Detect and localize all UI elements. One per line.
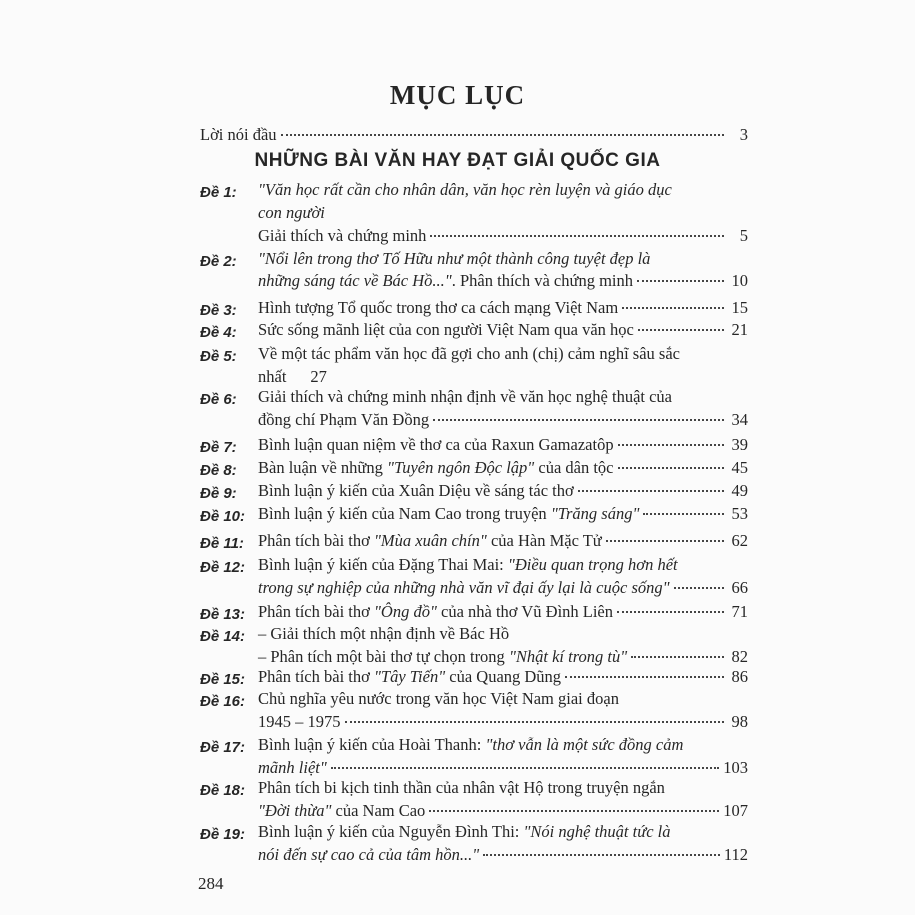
entry-13-page: 71 [731,602,748,621]
entry-6-text: Giải thích và chứng minh nhận định về văn học nghệ thuật của [258,387,672,406]
entry-19-text-a: Bình luận ý kiến của Nguyễn Đình Thi: [258,822,524,841]
entry-13-text-a: Phân tích bài thơ [258,602,374,621]
entry-12-line-1 [258,555,678,577]
entry-11-text-c: của Hàn Mặc Tử [486,531,602,550]
leader-dots [433,419,724,421]
entry-5-line-1 [258,344,680,366]
entry-7-page: 39 [731,435,748,454]
entry-18-line-2 [258,801,748,823]
entry-14-line-2 [258,647,748,669]
entry-12-text-b: "Điều quan trọng hơn hết [507,555,678,574]
entry-8-text-a: Bàn luận về những [258,458,388,477]
entry-17-text-b: "thơ vẫn là một sức đồng cảm [485,735,684,754]
entry-16-text: Chủ nghĩa yêu nước trong văn học Việt Nam giai đoạn [258,689,619,708]
leader-dots [565,676,724,678]
entry-16-text-2: 1945 – 1975 [258,712,341,731]
leader-dots [578,490,724,492]
entry-label-5: Đề 5: [200,348,237,365]
entry-1-page: 5 [739,226,748,245]
leader-dots [617,611,724,613]
preface-line [200,125,748,147]
leader-dots [606,540,724,542]
preface-text: Lời nói đầu [200,125,277,144]
leader-dots [429,810,719,812]
entry-17-line-2 [258,758,748,780]
entry-13-text-b: "Ông đồ" [373,602,437,621]
leader-dots [637,280,724,282]
entry-label-14: Đề 14: [200,628,246,645]
entry-8-page: 45 [731,458,748,477]
entry-label-17: Đề 17: [200,739,246,756]
entry-16-line-2 [258,712,748,734]
entry-label-16: Đề 16: [200,693,246,710]
page-number: 284 [198,874,224,893]
leader-dots [631,656,724,658]
entry-14-text: – Giải thích một nhận định về Bác Hồ [258,624,510,643]
entry-10-page: 53 [731,504,748,523]
entry-1-line-3 [258,226,748,248]
page-title: MỤC LỤC [389,80,526,110]
entry-label-11: Đề 11: [200,535,244,552]
entry-18-line-1 [258,778,665,800]
entry-2-line-1 [258,249,650,271]
entry-10-text-b: "Trăng sáng" [550,504,640,523]
entry-5-text: Về một tác phẩm văn học đã gợi cho anh (chị) cảm nghĩ sâu sắc [258,344,680,363]
entry-2-text-2b: . Phân thích và chứng minh [451,271,633,290]
entry-label-12: Đề 12: [200,559,246,576]
entry-2-line-2 [258,271,748,293]
entry-label-19: Đề 19: [200,826,246,843]
entry-7-line-1 [258,435,748,457]
entry-label-10: Đề 10: [200,508,246,525]
leader-dots [618,444,724,446]
entry-5-text-2: nhất [258,367,287,386]
leader-dots [331,767,719,769]
entry-label-13: Đề 13: [200,606,246,623]
entry-12-line-2 [258,578,748,600]
entry-9-line-1 [258,481,748,503]
entry-4-text: Sức sống mãnh liệt của con người Việt Nam qua văn học [258,320,634,339]
entry-16-line-1 [258,689,619,711]
entry-1-line-2 [258,203,325,225]
entry-13-text-c: của nhà thơ Vũ Đình Liên [436,602,614,621]
leader-dots [483,854,720,856]
entry-label-8: Đề 8: [200,462,237,479]
entry-19-text-2: nói đến sự cao cả của tâm hồn..." [258,845,480,864]
entry-8-line-1 [258,458,748,480]
entry-12-text-2: trong sự nghiệp của những nhà văn vĩ đại ấy lại là cuộc sống" [258,578,670,597]
entry-14-text-2a: – Phân tích một bài thơ tự chọn trong [258,647,509,666]
entry-11-text-b: "Mùa xuân chín" [373,531,487,550]
entry-4-line-1 [258,320,748,342]
entry-1-text-3: Giải thích và chứng minh [258,226,427,245]
entry-11-text-a: Phân tích bài thơ [258,531,374,550]
entry-1-line-1 [258,180,672,202]
entry-12-text-a: Bình luận ý kiến của Đặng Thai Mai: [258,555,508,574]
preface-page: 3 [739,125,748,144]
entry-10-text-a: Bình luận ý kiến của Nam Cao trong truyện [258,504,551,523]
entry-9-page: 49 [731,481,748,500]
entry-13-line-1 [258,602,748,624]
entry-17-line-1 [258,735,683,757]
entry-label-1: Đề 1: [200,184,237,201]
entry-3-page: 15 [731,298,748,317]
entry-18-page: 107 [723,801,748,820]
entry-16-page: 98 [731,712,748,731]
entry-label-4: Đề 4: [200,324,237,341]
leader-dots [643,513,724,515]
entry-11-page: 62 [731,531,748,550]
entry-2-page: 10 [731,271,748,290]
entry-11-line-1 [258,531,748,553]
entry-19-line-1 [258,822,671,844]
entry-14-text-2b: "Nhật kí trong tù" [508,647,628,666]
entry-6-page: 34 [731,410,748,429]
entry-3-text: Hình tượng Tổ quốc trong thơ ca cách mạng Việt Nam [258,298,619,317]
entry-10-line-1 [258,504,748,526]
entry-label-3: Đề 3: [200,302,237,319]
entry-7-text: Bình luận quan niệm về thơ ca của Raxun Gamazatôp [258,435,614,454]
entry-18-text: Phân tích bi kịch tinh thần của nhân vật Hộ trong truyện ngắn [258,778,665,797]
entry-17-text-2: mãnh liệt" [258,758,327,777]
entry-15-text-b: "Tây Tiến" [373,667,446,686]
entry-19-page: 112 [723,845,748,864]
entry-15-text-a: Phân tích bài thơ [258,667,374,686]
entry-8-text-c: của dân tộc [534,458,614,477]
entry-6-line-2 [258,410,748,432]
leader-dots [674,587,724,589]
entry-4-page: 21 [731,320,748,339]
entry-15-line-1 [258,667,748,689]
entry-14-line-1 [258,624,509,646]
entry-label-2: Đề 2: [200,253,237,270]
entry-14-page: 82 [731,647,748,666]
entry-label-7: Đề 7: [200,439,237,456]
entry-17-text-a: Bình luận ý kiến của Hoài Thanh: [258,735,486,754]
entry-6-line-1 [258,387,672,409]
leader-dots [430,235,724,237]
leader-dots [281,134,724,136]
entry-5-page: 27 [310,367,327,386]
leader-dots [345,721,725,723]
entry-6-text-2: đồng chí Phạm Văn Đồng [258,410,430,429]
entry-18-text-2a: "Đời thừa" [258,801,332,820]
entry-9-text: Bình luận ý kiến của Xuân Diệu về sáng tác thơ [258,481,574,500]
entry-2-text: "Nổi lên trong thơ Tố Hữu như một thành công tuyệt đẹp là [258,249,651,268]
entry-5-line-2 [258,367,327,389]
entry-18-text-2b: của Nam Cao [331,801,426,820]
section-heading: NHỮNG BÀI VĂN HAY ĐẠT GIẢI QUỐC GIA [254,150,661,171]
entry-label-9: Đề 9: [200,485,237,502]
entry-1-text: "Văn học rất cần cho nhân dân, văn học rèn luyện và giáo dục [258,180,672,199]
leader-dots [618,467,724,469]
entry-19-text-b: "Nói nghệ thuật tức là [523,822,671,841]
entry-label-18: Đề 18: [200,782,246,799]
entry-8-text-b: "Tuyên ngôn Độc lập" [387,458,535,477]
entry-2-text-2a: những sáng tác về Bác Hồ..." [258,271,452,290]
entry-15-page: 86 [731,667,748,686]
entry-label-15: Đề 15: [200,671,246,688]
entry-1-text-2: con người [258,203,325,222]
entry-12-page: 66 [731,578,748,597]
entry-19-line-2 [258,845,748,867]
entry-17-page: 103 [723,758,748,777]
entry-15-text-c: của Quang Dũng [445,667,562,686]
leader-dots [638,329,724,331]
entry-label-6: Đề 6: [200,391,237,408]
entry-3-line-1 [258,298,748,320]
leader-dots [622,307,724,309]
